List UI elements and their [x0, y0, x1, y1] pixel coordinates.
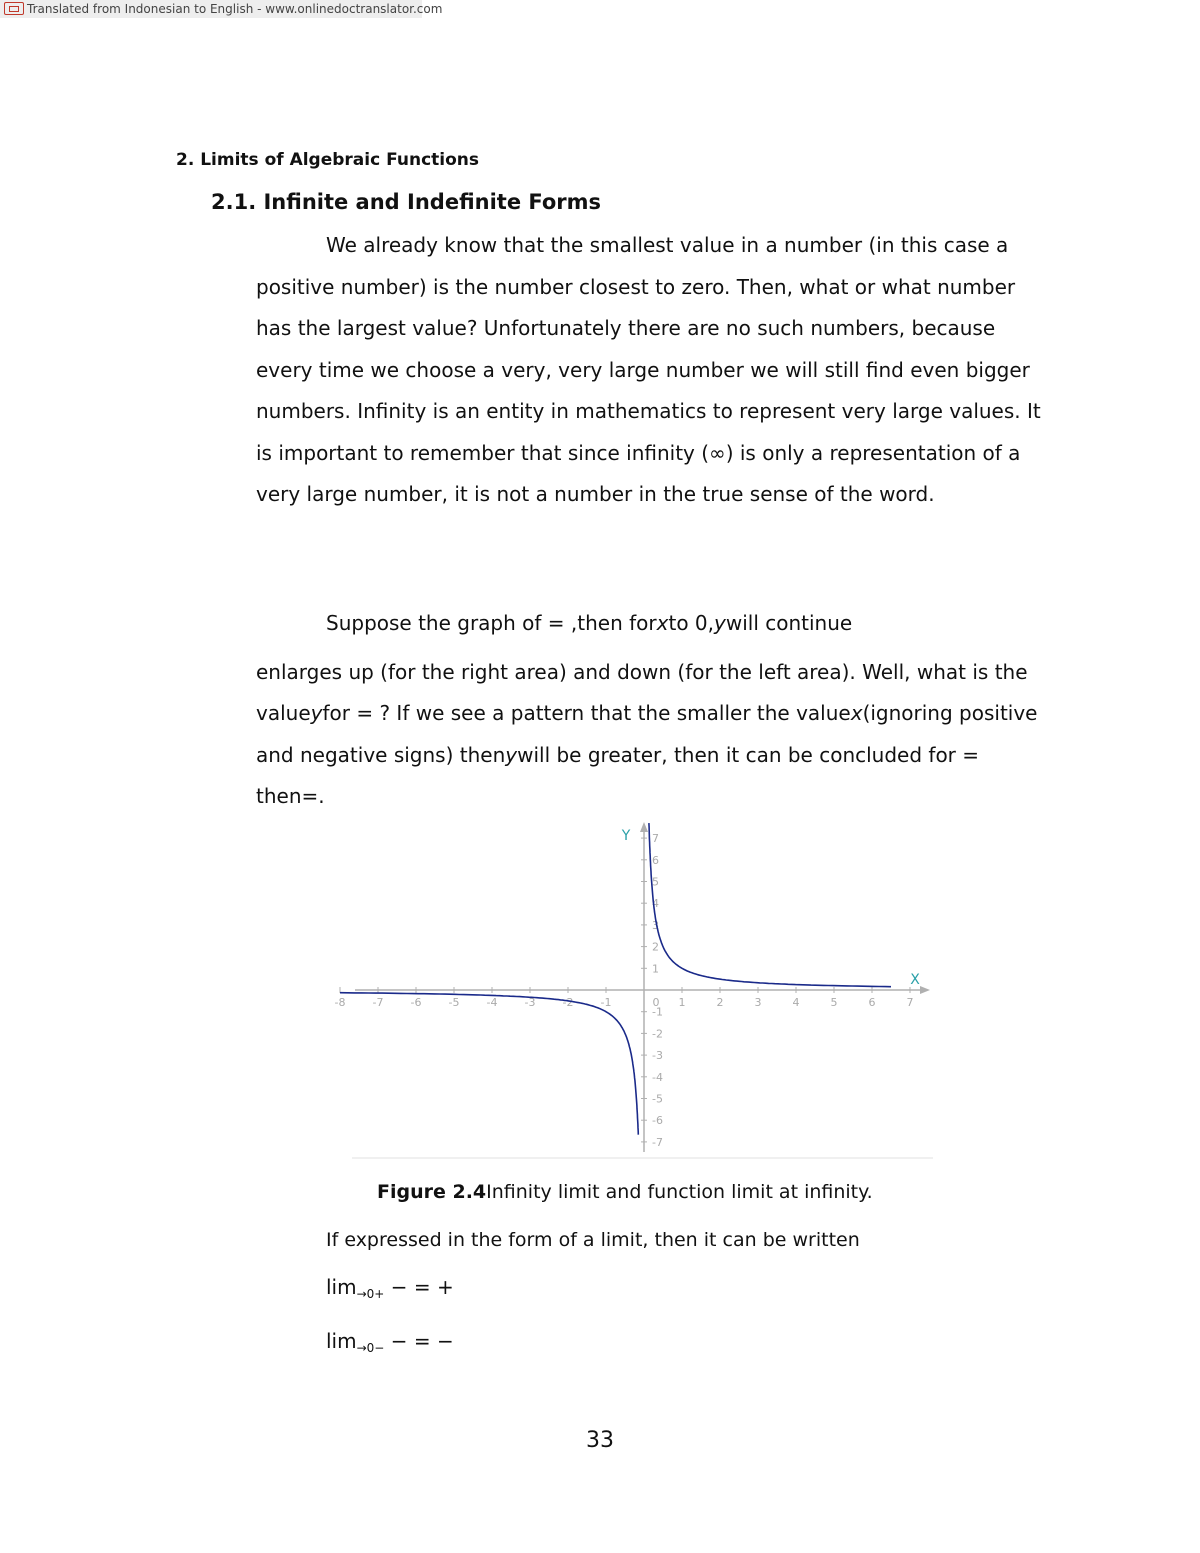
- y-tick-label: 3: [652, 918, 659, 932]
- x-tick-label: 6: [868, 996, 876, 1009]
- lim-body: − = +: [384, 1275, 454, 1299]
- x-tick-label: 5: [830, 996, 838, 1009]
- var-x: x: [656, 611, 669, 635]
- x-tick-label: -7: [372, 996, 384, 1009]
- paragraph-rest: [256, 652, 1046, 818]
- y-tick-label: -2: [652, 1027, 663, 1041]
- x-tick-label: -3: [524, 996, 536, 1009]
- x-tick-label: -5: [448, 996, 460, 1009]
- limit-expression-right: [326, 1275, 454, 1301]
- paragraph-line1: [256, 603, 1046, 645]
- x-tick-label: 7: [906, 996, 914, 1009]
- var-y: y: [505, 742, 518, 767]
- y-tick-label: 5: [652, 875, 659, 889]
- y-tick-label: 1: [652, 962, 659, 976]
- text-run: will be greater, then it can be concluded for = then=.: [256, 742, 980, 808]
- reciprocal-function-graph: [334, 822, 935, 1162]
- text-run: will continue: [725, 611, 853, 635]
- figure-label: Figure 2.4: [377, 1181, 487, 1203]
- figure-caption: [377, 1181, 873, 1203]
- var-y: y: [714, 611, 726, 635]
- var-y: y: [310, 701, 323, 725]
- y-axis-arrow: [640, 822, 648, 832]
- paragraph-text: We already know that the smallest value in a number (in this case a positive number) is the number closest to zero. Then, what or what number has the largest value? Unfortunately there are no such numbers, because every time we choose a very, very large number we will still find even bigger numbers. Infinity is an entity in mathematics to represent very large values. It is important to remember that since infinity (∞) is only a representation of a very large number, it is not a number in the true sense of the word.: [256, 233, 1041, 506]
- x-tick-label: -8: [334, 996, 346, 1009]
- y-tick-label: -7: [652, 1135, 663, 1149]
- y-tick-label: -3: [652, 1049, 663, 1063]
- x-tick-label: 1: [678, 996, 686, 1009]
- text-run: Suppose the graph of = ,: [326, 611, 578, 635]
- lim-word: lim: [326, 1329, 357, 1353]
- x-tick-label: 2: [716, 996, 724, 1009]
- x-tick-label: 4: [792, 996, 800, 1009]
- x-axis-label: X: [910, 972, 920, 988]
- lim-subscript: →0+: [356, 1287, 385, 1301]
- y-tick-label: 2: [652, 940, 659, 954]
- section-heading: 2. Limits of Algebraic Functions: [176, 150, 479, 170]
- subsection-heading: 2.1. Infinite and Indefinite Forms: [211, 190, 602, 214]
- y-tick-label: -1: [652, 1005, 663, 1019]
- x-tick-label: -4: [486, 996, 498, 1009]
- y-tick-label: -5: [652, 1092, 663, 1106]
- x-tick-label: 3: [754, 996, 762, 1009]
- x-tick-label: -6: [410, 996, 422, 1009]
- y-tick-label: -4: [652, 1070, 663, 1084]
- y-tick-label: 6: [652, 853, 659, 867]
- curve-left-branch: [340, 993, 638, 1135]
- x-axis-arrow: [920, 986, 930, 994]
- text-run: then for: [577, 611, 657, 635]
- y-tick-label: 4: [652, 897, 659, 911]
- text-run: to 0,: [668, 611, 715, 635]
- translation-banner[interactable]: [0, 0, 443, 18]
- x-tick-label: 0: [652, 996, 660, 1009]
- lim-body: − = −: [384, 1329, 454, 1353]
- paragraph-infinity: [256, 225, 1046, 516]
- caption-text: Infinity limit and function limit at infinity.: [486, 1181, 873, 1203]
- banner-text[interactable]: Translated from Indonesian to English - www.onlinedoctranslator.com: [27, 2, 443, 16]
- limit-expression-left: [326, 1329, 454, 1355]
- text-run: for = ? If we see a pattern that the smaller the value: [322, 701, 851, 725]
- expression-intro: If expressed in the form of a limit, then it can be written: [326, 1229, 860, 1251]
- x-tick-label: -2: [562, 996, 574, 1009]
- lim-subscript: →0−: [356, 1341, 385, 1355]
- translate-icon: [4, 2, 24, 15]
- text-run: (ignoring positive and negative signs) then: [256, 701, 1038, 767]
- page-number: 33: [586, 1428, 614, 1453]
- y-tick-label: -6: [652, 1114, 663, 1128]
- lim-word: lim: [326, 1275, 357, 1299]
- x-tick-label: -1: [600, 996, 612, 1009]
- text-run: enlarges up (for the right area) and down (for the left area). Well, what is the value: [256, 659, 1028, 725]
- y-tick-label: 7: [652, 832, 659, 846]
- curve-right-branch: [649, 823, 891, 987]
- y-axis-label: Y: [621, 828, 631, 844]
- curve-group: [340, 823, 891, 1135]
- paragraph-graph-description: [256, 603, 1046, 818]
- var-x: x: [850, 701, 863, 725]
